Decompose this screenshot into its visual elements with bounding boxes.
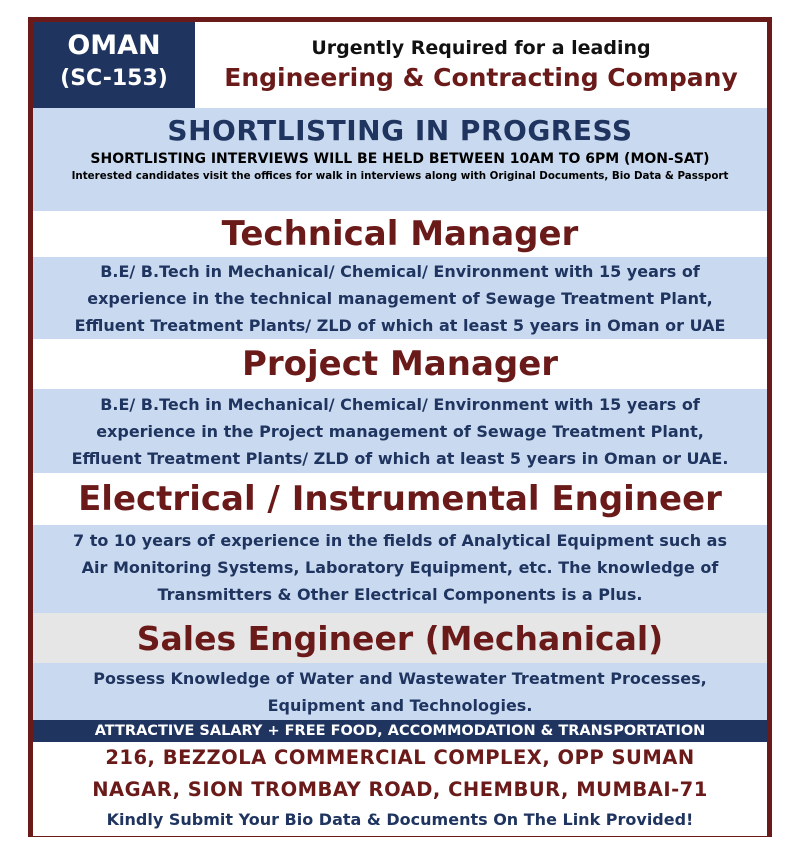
- shortlisting-section: [33, 108, 767, 211]
- country-name: OMAN: [67, 30, 161, 61]
- benefits-banner: ATTRACTIVE SALARY + FREE FOOD, ACCOMMODATION & TRANSPORTATION: [33, 720, 767, 742]
- job-title-technical-manager: Technical Manager: [33, 211, 767, 257]
- job-title-electrical-engineer: Electrical / Instrumental Engineer: [33, 473, 767, 525]
- walk-in-note: Interested candidates visit the offices for walk in interviews along with Original Documents, Bio Data & Passport: [71, 170, 729, 182]
- job-desc-electrical-engineer: [33, 525, 767, 615]
- shortlisting-title: SHORTLISTING IN PROGRESS: [167, 114, 633, 147]
- desc-line: 7 to 10 years of experience in the fields of Analytical Equipment such as: [73, 531, 727, 550]
- office-address: [33, 742, 767, 806]
- desc-line: experience in the Project management of Sewage Treatment Plant,: [96, 422, 704, 441]
- desc-line: experience in the technical management of Sewage Treatment Plant,: [87, 289, 713, 308]
- ad-header: [195, 22, 767, 108]
- desc-line: Effluent Treatment Plants/ ZLD of which at least 5 years in Oman or UAE: [74, 316, 726, 335]
- job-advertisement: [28, 17, 772, 837]
- desc-line: B.E/ B.Tech in Mechanical/ Chemical/ Environment with 15 years of: [100, 395, 700, 414]
- desc-line: Transmitters & Other Electrical Components is a Plus.: [157, 585, 643, 604]
- desc-line: Equipment and Technologies.: [267, 696, 533, 715]
- reference-code: (SC-153): [60, 66, 168, 91]
- job-desc-sales-engineer: [33, 663, 767, 720]
- company-type: Engineering & Contracting Company: [224, 63, 738, 92]
- country-badge: [33, 22, 195, 108]
- job-desc-project-manager: [33, 389, 767, 475]
- desc-line: Air Monitoring Systems, Laboratory Equipment, etc. The knowledge of: [81, 558, 719, 577]
- interview-timing: SHORTLISTING INTERVIEWS WILL BE HELD BETWEEN 10AM TO 6PM (MON-SAT): [90, 151, 710, 167]
- job-title-project-manager: Project Manager: [33, 339, 767, 389]
- job-title-sales-engineer: Sales Engineer (Mechanical): [33, 613, 767, 663]
- header-intro: Urgently Required for a leading: [311, 37, 651, 59]
- job-desc-technical-manager: [33, 257, 767, 340]
- submit-instruction: Kindly Submit Your Bio Data & Documents On The Link Provided!: [33, 806, 767, 836]
- address-line: 216, BEZZOLA COMMERCIAL COMPLEX, OPP SUMAN: [105, 746, 695, 769]
- desc-line: B.E/ B.Tech in Mechanical/ Chemical/ Environment with 15 years of: [100, 262, 700, 281]
- desc-line: Effluent Treatment Plants/ ZLD of which at least 5 years in Oman or UAE.: [71, 449, 729, 468]
- desc-line: Possess Knowledge of Water and Wastewater Treatment Processes,: [93, 669, 707, 688]
- address-line: NAGAR, SION TROMBAY ROAD, CHEMBUR, MUMBAI-71: [92, 778, 708, 801]
